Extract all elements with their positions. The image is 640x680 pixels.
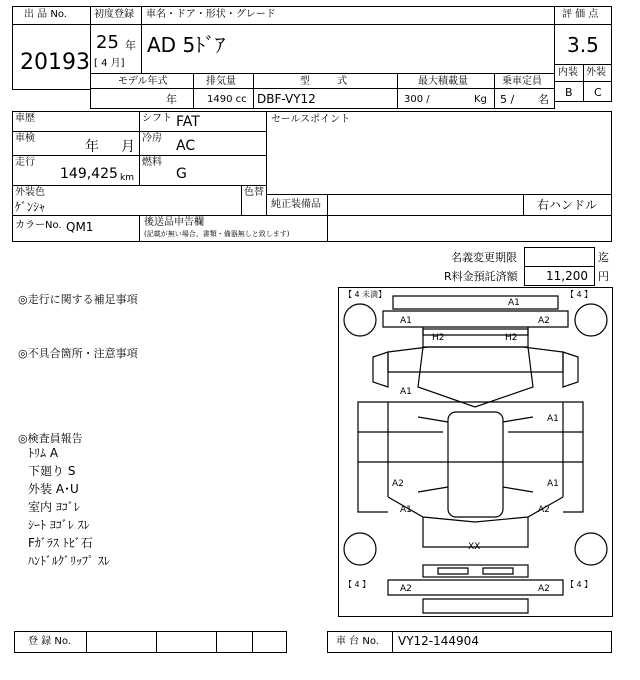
tire-label-rear-left: 【 4 】 <box>344 580 371 589</box>
first-reg-month: [ 4 月] <box>94 58 125 69</box>
damage-mark: A1 <box>547 414 559 424</box>
inspector-line: 室内 ﾖｺﾞﾚ <box>28 500 80 514</box>
driving-notes-label: ◎走行に関する補足事項 <box>18 293 138 306</box>
mileage-unit: km <box>120 173 134 183</box>
max-load-unit: Kg <box>474 94 487 105</box>
color-change-label: 色替 <box>244 187 264 198</box>
post-doc-note: (記載が無い場合、書類・備器無しと致します) <box>144 230 290 238</box>
recycle-label: R料金預託済額 <box>444 270 518 283</box>
capacity-label: 乗車定員 <box>502 76 542 87</box>
inspection-year-unit: 年 <box>85 139 99 155</box>
damage-mark: A2 <box>538 316 550 326</box>
inspector-line: Fｶﾞﾗｽ ﾄﾋﾞ石 <box>28 536 93 550</box>
handle-value: 右ハンドル <box>537 198 598 212</box>
displacement-label: 排気量 <box>206 76 236 87</box>
ext-color-label: 外装色 <box>15 187 45 198</box>
damage-mark: XX <box>468 542 481 552</box>
color-no-box <box>12 215 612 242</box>
max-load-value: 300 / <box>404 94 430 105</box>
capacity-value: 5 / <box>500 93 515 106</box>
exterior-grade: C <box>594 86 602 99</box>
lot-label-divider <box>12 24 91 25</box>
reg-no-label: 登 録 No. <box>28 636 71 647</box>
damage-mark: A1 <box>400 316 412 326</box>
name-change-label: 名義変更期限 <box>451 251 517 264</box>
damage-mark: H2 <box>432 333 445 343</box>
damage-mark: A1 <box>400 387 412 397</box>
defect-notes-label: ◎不具合箇所・注意事項 <box>18 347 138 360</box>
displacement-value: 1490 cc <box>207 94 247 105</box>
chassis-number: VY12-144904 <box>398 634 479 648</box>
tire-label-rear-right: 【 4 】 <box>566 580 593 589</box>
recycle-value: 11,200 <box>546 269 588 283</box>
damage-mark: A1 <box>547 479 559 489</box>
lot-label: 出 品 No. <box>24 9 67 20</box>
car-name: AD 5ﾄﾞｱ <box>147 33 226 57</box>
damage-mark: A1 <box>400 505 412 515</box>
score-value: 3.5 <box>567 33 599 57</box>
fuel-value: G <box>176 166 187 182</box>
inspector-line: 外装 A･U <box>28 482 79 496</box>
tire-label-front-right: 【 4 】 <box>566 290 593 299</box>
color-no-label: カラーNo. <box>15 220 62 231</box>
recycle-unit: 円 <box>598 270 609 283</box>
damage-mark: A1 <box>508 298 520 308</box>
type-label: 型 式 <box>300 76 348 87</box>
score-label: 評 価 点 <box>562 9 599 20</box>
genuine-equip-label: 純正装備品 <box>271 199 321 210</box>
first-reg-label: 初度登録 <box>94 9 134 20</box>
color-no-value: QM1 <box>66 220 94 234</box>
tire-label-front-left: 【 4 未満】 <box>344 290 387 299</box>
name-change-unit: 迄 <box>598 251 609 264</box>
mileage-label: 走行 <box>15 157 35 168</box>
type-value: DBF-VY12 <box>257 92 316 106</box>
inspector-line: ｼｰﾄ ﾖｺﾞﾚ ｽﾚ <box>28 518 90 532</box>
damage-mark: A2 <box>538 584 550 594</box>
chassis-label: 車 台 No. <box>336 636 379 647</box>
post-doc-label: 後送品申告欄 <box>144 217 204 228</box>
car-name-label: 車名・ドア・形状・グレード <box>146 9 276 20</box>
mileage-value: 149,425 <box>60 166 118 182</box>
name-change-field <box>524 247 595 267</box>
inspection-label: 車検 <box>15 133 35 144</box>
ac-value: AC <box>176 138 196 154</box>
exterior-label: 外装 <box>586 67 606 78</box>
first-reg-year: 25 <box>96 32 119 53</box>
sales-point-label: セールスポイント <box>271 114 351 125</box>
fuel-label: 燃料 <box>142 157 162 168</box>
inspector-report-label: ◎検査員報告 <box>18 432 83 445</box>
history-label: 車歴 <box>15 113 35 124</box>
damage-mark: A2 <box>392 479 404 489</box>
damage-mark: A2 <box>400 584 412 594</box>
lot-number: 20193 <box>20 50 90 75</box>
inspector-line: ﾊﾝﾄﾞﾙｸﾞﾘｯﾌﾟ ｽﾚ <box>28 554 110 568</box>
inspector-line: 下廻り S <box>28 464 76 478</box>
interior-label: 内装 <box>558 67 578 78</box>
model-year-label: モデル年式 <box>118 76 168 87</box>
interior-grade: B <box>565 86 573 99</box>
shift-value: FAT <box>176 114 200 130</box>
car-damage-diagram <box>338 287 613 617</box>
model-year-unit: 年 <box>166 93 177 106</box>
ac-label: 冷房 <box>142 133 162 144</box>
first-reg-year-unit: 年 <box>125 39 136 52</box>
shift-label: シフト <box>142 113 172 124</box>
damage-mark: A2 <box>538 505 550 515</box>
max-load-label: 最大積載量 <box>418 76 468 87</box>
capacity-unit: 名 <box>538 93 549 106</box>
damage-mark: H2 <box>505 333 518 343</box>
inspector-line: ﾄﾘﾑ A <box>28 446 59 460</box>
ext-color-value: ｹﾞﾝｼｬ <box>15 200 46 214</box>
inspection-month-unit: 月 <box>121 139 135 155</box>
